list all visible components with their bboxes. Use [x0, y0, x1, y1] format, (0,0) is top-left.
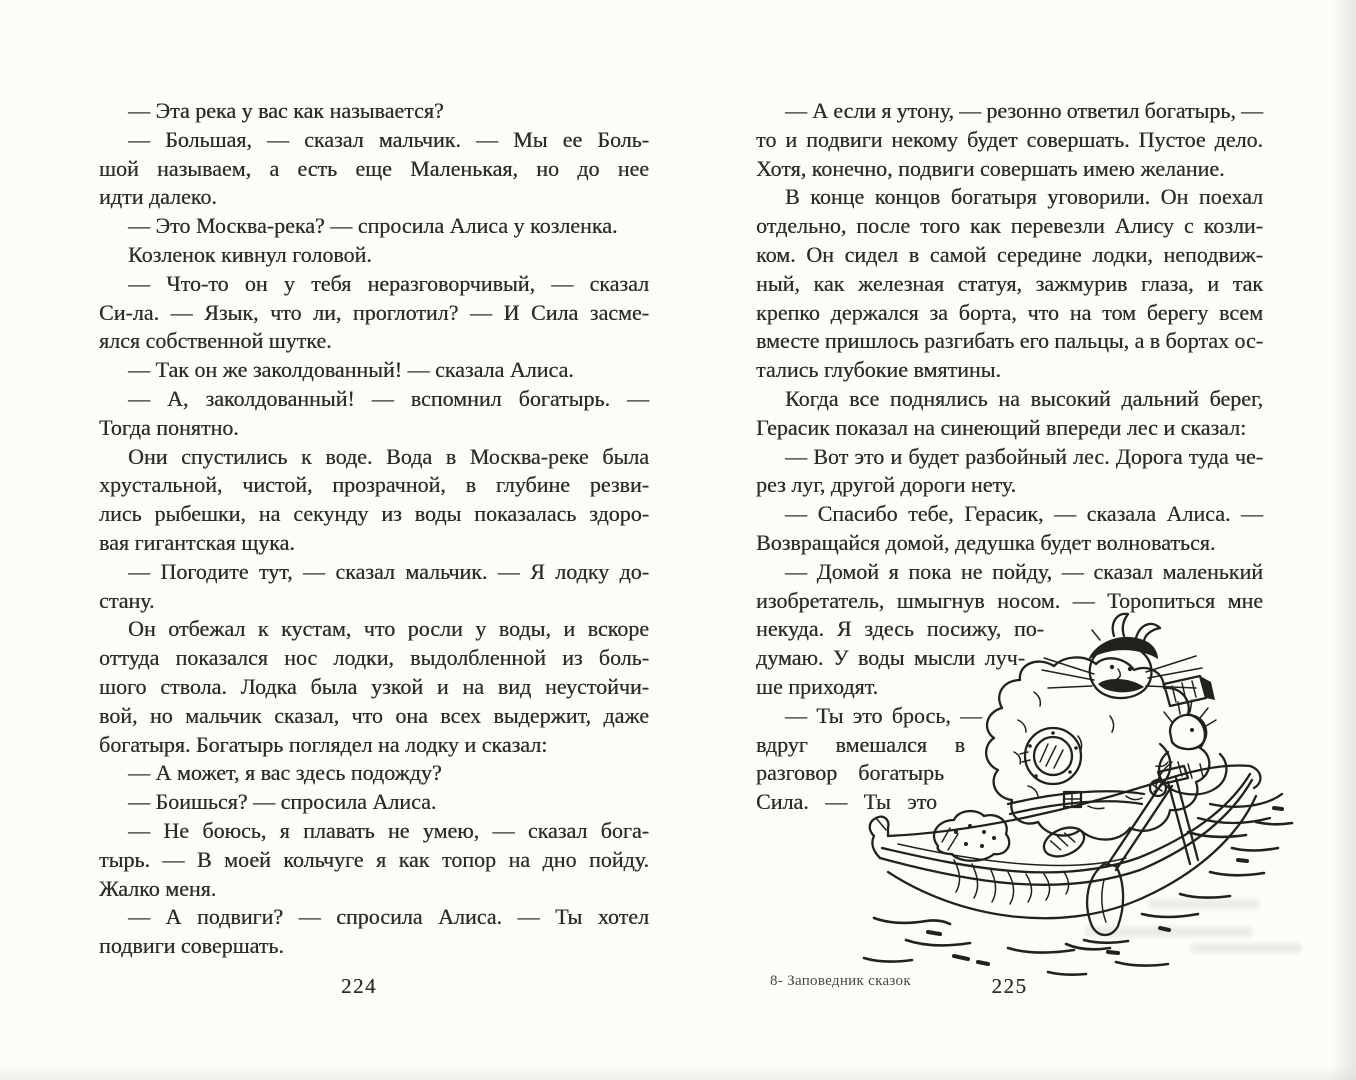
text-line: ный, как железная статуя, зажмурив глаза, и так [756, 270, 1263, 296]
text-line: то и подвиги некому будет совершать. Пустое дело. [756, 126, 1263, 152]
text-line: В конце концов богатыря уговорили. Он поехал [785, 184, 1263, 210]
text-line: Герасик показал на синеющий впереди лес и сказал: [756, 414, 1247, 440]
text-line: крепко держался за борта, что на том берегу всем [756, 299, 1263, 325]
text-line: ше приходят. [756, 673, 879, 699]
text-line: — Эта река у вас как называется? [128, 98, 444, 123]
text-line: — Спасибо тебе, Герасик, — сказала Алиса. — [785, 501, 1263, 527]
scan-edge-shadow-right [1330, 0, 1356, 1080]
text-line: — А подвиги? — спросила Алиса. — Ты хотел [128, 904, 649, 930]
text-line: Си-ла. — Язык, что ли, проглотил? — И Сила засме- [99, 299, 649, 325]
text-line: вместе пришлось разгибать его пальцы, а в бортах ос- [756, 328, 1263, 354]
text-line: — Домой я пока не пойду, — сказал маленький [785, 558, 1263, 584]
text-line: — Не боюсь, я плавать не умею, — сказал бога- [128, 817, 649, 843]
text-line: вдруг вмешался в [756, 731, 965, 757]
text-line: Хотя, конечно, подвиги совершать имею желание. [756, 155, 1225, 181]
printer-signature: 8- Заповедник сказок [770, 973, 911, 989]
text-line: ялся собственной шутке. [99, 328, 332, 354]
text-line: Он отбежал к кустам, что росли у воды, и вскоре [128, 616, 649, 642]
text-line: думаю. У воды мысли луч- [756, 645, 1025, 671]
text-line: — Вот это и будет разбойный лес. Дорога туда че- [785, 443, 1263, 469]
text-line: шого ствола. Лодка была узкой и на вид неустойчи- [99, 673, 649, 699]
text-line: — Боишься? — спросила Алиса. [128, 789, 437, 815]
text-line: разговор богатырь [756, 760, 944, 786]
text-line: подвиги совершать. [99, 933, 284, 959]
text-line: шой называем, а есть еще Маленькая, но до нее [99, 155, 649, 181]
text-line: рез луг, другой дороги нету. [756, 472, 1017, 498]
text-line: — Погодите тут, — сказал мальчик. — Я лодку до- [128, 558, 649, 584]
text-line: Когда все поднялись на высокий дальний берег, [785, 385, 1263, 411]
text-line: — Большая, — сказал мальчик. — Мы ее Боль- [128, 126, 649, 152]
boat-illustration [858, 596, 1302, 992]
text-line: идти далеко. [99, 184, 217, 210]
left-page-text [99, 97, 649, 961]
text-line: изобретатель, шмыгнув носом. — Торопиться мне [756, 587, 1263, 613]
text-line: ком. Он сидел в самой середине лодки, неподвиж- [756, 241, 1263, 267]
text-line: — Это Москва-река? — спросила Алиса у козленка. [128, 213, 618, 239]
text-line: богатыря. Богатырь поглядел на лодку и сказал: [99, 731, 548, 757]
text-line: Возвращайся домой, дедушка будет волноваться. [756, 529, 1216, 555]
text-line: Жалко меня. [99, 875, 217, 901]
text-line: оттуда показался нос лодки, выдолбленной из боль- [99, 645, 649, 671]
text-line: — А если я утону, — резонно ответил богатырь, — [785, 98, 1263, 123]
text-line: — Ты это брось, — [785, 702, 982, 728]
text-line: — Что-то он у тебя неразговорчивый, — сказал [128, 270, 649, 296]
text-line: — А, заколдованный! — вспомнил богатырь. — [128, 385, 649, 411]
scan-edge-shadow-bottom [0, 1066, 1356, 1080]
text-line: Козленок кивнул головой. [128, 241, 372, 267]
text-line: тырь. — В моей кольчуге я как топор на дно пойду. [99, 846, 649, 872]
text-line: стану. [99, 587, 155, 613]
left-page-number: 224 [341, 974, 377, 998]
right-page-number: 225 [991, 974, 1028, 998]
text-line: — Так он же заколдованный! — сказала Алиса. [128, 357, 574, 383]
text-line: вой, но мальчик сказал, что она всех выдержит, даже [99, 702, 649, 728]
text-line: Они спустились к воде. Вода в Москва-реке была [128, 443, 649, 469]
text-line: отдельно, после того как перевезли Алису с козли- [756, 213, 1263, 239]
text-line: Сила. — Ты это [756, 789, 937, 815]
text-line: вая гигантская щука. [99, 529, 295, 555]
text-line: лись рыбешки, на секунду из воды показалась здоро- [99, 501, 649, 527]
text-line: — А может, я вас здесь подожду? [128, 760, 442, 786]
text-line: хрустальной, чистой, прозрачной, в глубине резви- [99, 472, 649, 498]
text-line: некуда. Я здесь посижу, по- [756, 616, 1044, 642]
text-line: Тогда понятно. [99, 414, 239, 440]
text-line: тались глубокие вмятины. [756, 357, 1001, 383]
